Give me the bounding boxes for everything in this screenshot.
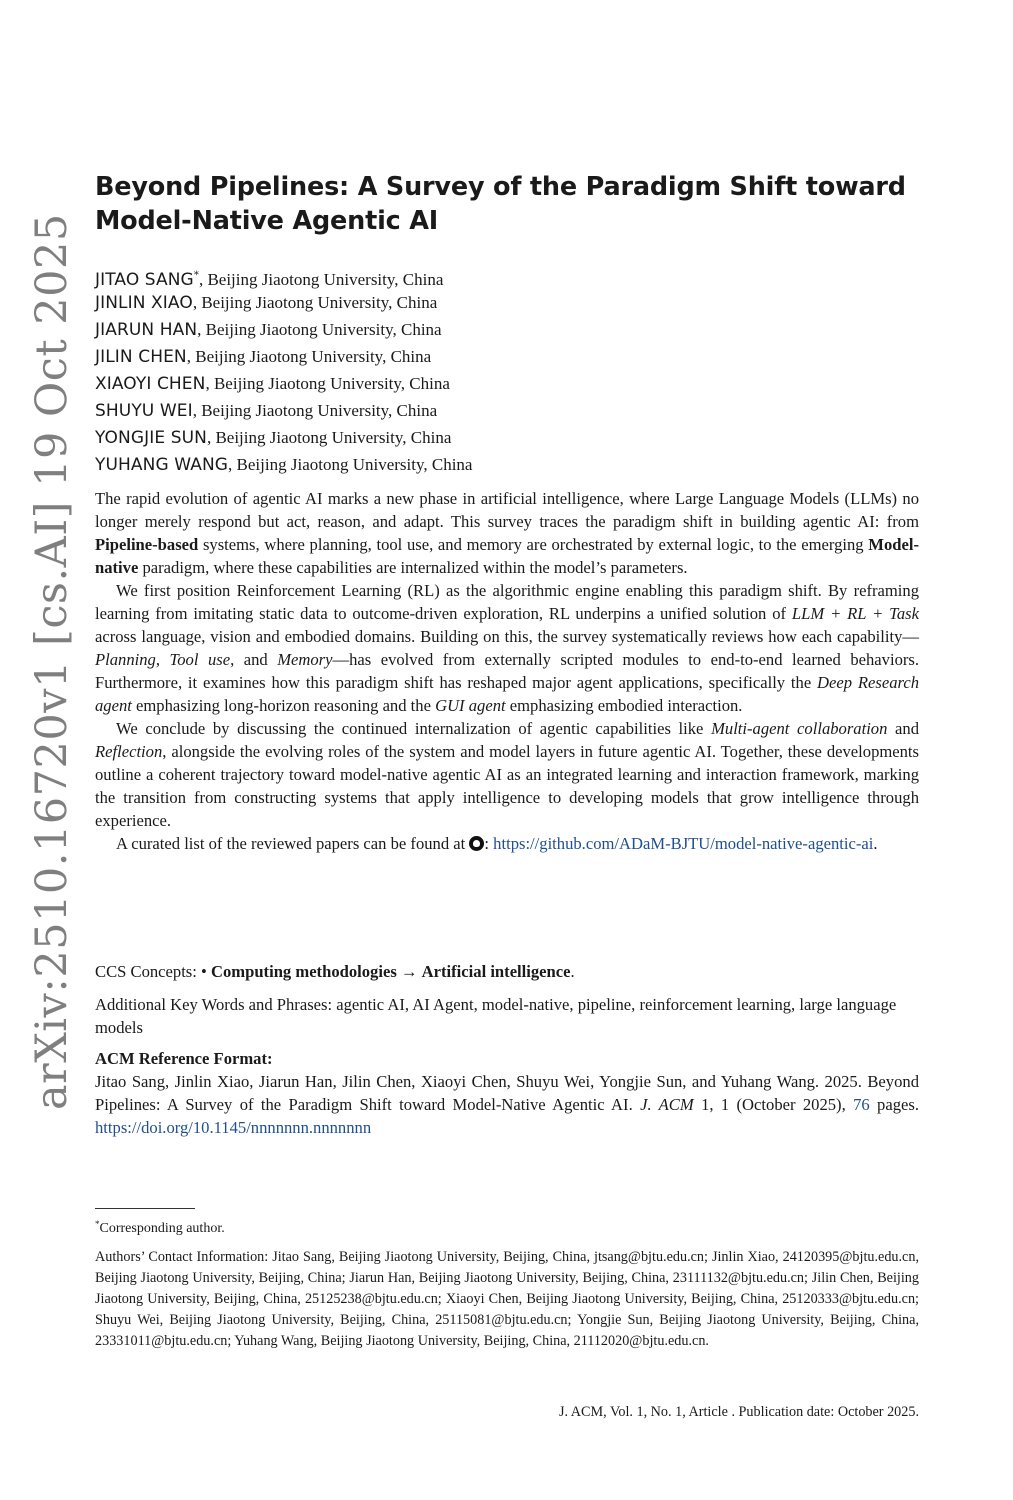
- author-affiliation: , Beijing Jiaotong University, China: [197, 320, 442, 339]
- authors-contact-information: Authors’ Contact Information: Jitao Sang, Beijing Jiaotong University, Beijing, China, jtsang@bjtu.edu.cn; Jinlin Xiao, 24120395@bjtu.edu.cn, Beijing Jiaotong University, Beijing, China; Jiarun Han, Beijing Jiaotong University, Beijing, China, 23111132@bjtu.edu.cn; Jilin Chen, Beijing Jiaotong University, Beijing, China, 25125238@bjtu.edu.cn; Xiaoyi Chen, Beijing Jiaotong University, Beijing, China, 25120333@bjtu.edu.cn; Shuyu Wei, Beijing Jiaotong University, Beijing, China, 25115081@bjtu.edu.cn; Yongjie Sun, Beijing Jiaotong University, Beijing, China, 23331011@bjtu.edu.cn; Yuhang Wang, Beijing Jiaotong University, Beijing, China, 21112020@bjtu.edu.cn.: [95, 1249, 919, 1349]
- formula: LLM + RL + Task: [791, 604, 919, 623]
- author-name: JINLIN XIAO: [95, 293, 193, 313]
- author-entry: [95, 397, 919, 424]
- author-name: JIARUN HAN: [95, 320, 198, 340]
- keywords: Additional Key Words and Phrases: agentic AI, AI Agent, model-native, pipeline, reinforcement learning, large language models: [95, 995, 897, 1037]
- page-count-link[interactable]: 76: [853, 1095, 870, 1114]
- acm-reference-format: [95, 1047, 919, 1139]
- author-entry: [95, 343, 919, 370]
- author-name: YUHANG WANG: [95, 455, 229, 475]
- author-entry: [95, 289, 919, 316]
- author-name: JILIN CHEN: [95, 347, 187, 367]
- author-affiliation: , Beijing Jiaotong University, China: [192, 293, 438, 312]
- author-affiliation: , Beijing Jiaotong University, China: [198, 270, 444, 289]
- abstract-paragraph: A curated list of the reviewed papers can be found at : https://github.com/ADaM-BJTU/model-native-agentic-ai.: [116, 834, 878, 853]
- author-entry: [95, 451, 919, 478]
- author-name: SHUYU WEI: [95, 401, 193, 421]
- author-affiliation: , Beijing Jiaotong University, China: [192, 401, 438, 420]
- author-entry: [95, 424, 919, 451]
- author-entry: [95, 316, 919, 343]
- github-repo-link[interactable]: https://github.com/ADaM-BJTU/model-native-agentic-ai: [493, 834, 874, 853]
- acm-reference-citation: Jitao Sang, Jinlin Xiao, Jiarun Han, Jilin Chen, Xiaoyi Chen, Shuyu Wei, Yongjie Sun, and Yuhang Wang. 2025. Beyond Pipelines: A Survey of the Paradigm Shift toward Model-Native Agentic AI. J. ACM 1, 1 (October 2025), 76 pages. https://doi.org/10.1145/nnnnnnn.nnnnnnn: [95, 1072, 919, 1137]
- author-affiliation: , Beijing Jiaotong University, China: [228, 455, 473, 474]
- acm-reference-heading: ACM Reference Format:: [95, 1049, 273, 1068]
- author-list: [95, 262, 919, 478]
- footnote-divider: [95, 1208, 195, 1209]
- author-entry: [95, 370, 919, 397]
- abstract-paragraph: The rapid evolution of agentic AI marks a new phase in artificial intelligence, where Large Language Models (LLMs) no longer merely respond but act, reason, and adapt. This survey traces the paradigm shift in building agentic AI: from Pipeline-based systems, where planning, tool use, and memory are orchestrated by external logic, to the emerging Model-native paradigm, where these capabilities are internalized within the model’s parameters.: [95, 489, 919, 577]
- abstract-paragraph: We conclude by discussing the continued internalization of agentic capabilities like Multi-agent collaboration and Reflection, alongside the evolving roles of the system and model layers in future agentic AI. Together, these developments outline a coherent trajectory toward model-native agentic AI as an integrated learning and interaction framework, marking the transition from constructing systems that apply intelligence to developing models that grow intelligence through experience.: [95, 719, 920, 830]
- doi-link[interactable]: https://doi.org/10.1145/nnnnnnn.nnnnnnn: [95, 1118, 372, 1137]
- footnote: *Corresponding author.: [95, 1219, 225, 1236]
- author-affiliation: , Beijing Jiaotong University, China: [205, 374, 450, 393]
- ccs-concepts: CCS Concepts: • Computing methodologies → Artificial intelligence.: [95, 962, 575, 981]
- abstract: [95, 487, 919, 855]
- author-affiliation: , Beijing Jiaotong University, China: [206, 428, 452, 447]
- paper-title: Beyond Pipelines: A Survey of the Paradigm Shift toward Model-Native Agentic AI: [95, 172, 906, 236]
- author-entry: [95, 262, 919, 289]
- github-icon[interactable]: [469, 836, 484, 851]
- author-affiliation: , Beijing Jiaotong University, China: [186, 347, 432, 366]
- page-footer: J. ACM, Vol. 1, No. 1, Article . Publication date: October 2025.: [558, 1404, 919, 1420]
- author-name: JITAO SANG*: [95, 270, 199, 290]
- arxiv-identifier: arXiv:2510.16720v1 [cs.AI] 19 Oct 2025: [27, 213, 77, 1110]
- abstract-paragraph: We first position Reinforcement Learning (RL) as the algorithmic engine enabling this paradigm shift. By reframing learning from imitating static data to outcome-driven exploration, RL underpins a unified solution of LLM + RL + Task across language, vision and embodied domains. Building on this, the survey systematically reviews how each capability—Planning, Tool use, and Memory—has evolved from externally scripted modules to end-to-end learned behaviors. Furthermore, it examines how this paradigm shift has reshaped major agent applications, specifically the Deep Research agent emphasizing long-horizon reasoning and the GUI agent emphasizing embodied interaction.: [95, 581, 920, 715]
- author-name: XIAOYI CHEN: [95, 374, 206, 394]
- author-name: YONGJIE SUN: [95, 428, 207, 448]
